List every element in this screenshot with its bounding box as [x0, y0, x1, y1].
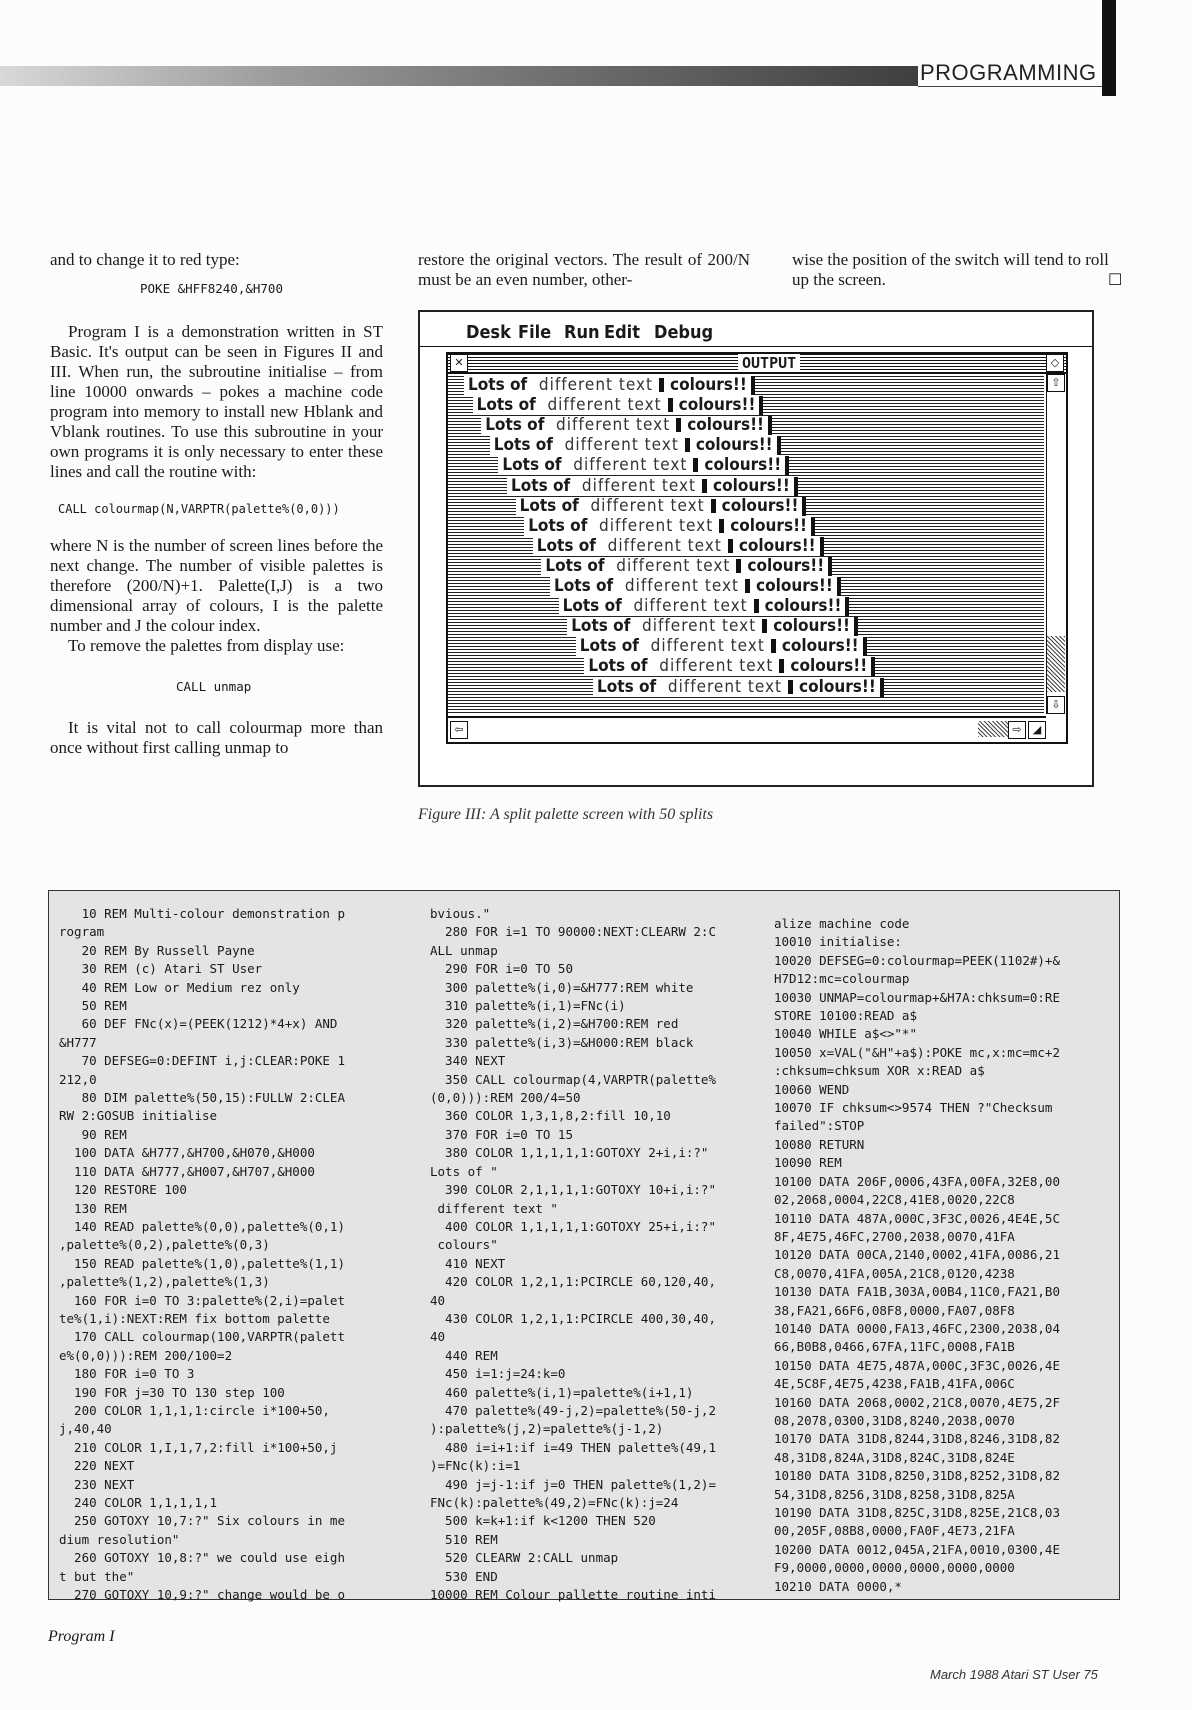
output-line	[593, 678, 884, 697]
window-title: OUTPUT	[738, 354, 800, 372]
output-word-lots: Lots of	[545, 555, 605, 576]
output-word-colours: colours!!	[773, 616, 851, 637]
horizontal-scrollbar[interactable]	[448, 716, 1046, 742]
code-line: CALL unmap	[176, 679, 252, 694]
output-word-lots: Lots of	[562, 596, 622, 617]
output-word-different: different text	[647, 656, 774, 677]
paragraph: To remove the palettes from display use:	[68, 636, 345, 655]
output-word-different: different text	[613, 576, 740, 596]
page-footer: March 1988 Atari ST User 75	[930, 1667, 1098, 1682]
output-word-different: different text	[587, 515, 714, 536]
vertical-scrollbar[interactable]	[1046, 374, 1065, 714]
scroll-down-icon[interactable]: ⇩	[1047, 696, 1065, 714]
output-line	[541, 557, 832, 576]
output-word-lots: Lots of	[579, 636, 639, 657]
paragraph: It is vital not to call colourmap more than once without first calling unmap to	[50, 718, 383, 757]
column-1	[50, 250, 383, 758]
scroll-up-icon[interactable]: ⇧	[1047, 374, 1065, 392]
column-2	[418, 250, 750, 290]
menu-run[interactable]: Run	[564, 322, 600, 343]
separator-block	[719, 519, 724, 533]
output-line	[473, 396, 764, 415]
section-title: PROGRAMMING	[920, 60, 1097, 85]
output-line	[481, 416, 772, 435]
output-word-colours: colours!!	[704, 455, 782, 476]
output-word-different: different text	[578, 495, 705, 516]
output-word-colours: colours!!	[781, 636, 859, 657]
output-word-different: different text	[535, 395, 662, 416]
separator-block	[702, 479, 707, 493]
code-line: POKE &HFF8240,&H700	[140, 281, 283, 296]
output-word-different: different text	[570, 475, 697, 496]
output-word-colours: colours!!	[730, 515, 808, 536]
separator-block	[659, 378, 664, 392]
output-word-lots: Lots of	[511, 475, 571, 496]
output-line	[498, 456, 789, 475]
output-word-lots: Lots of	[519, 495, 579, 516]
output-line	[550, 577, 841, 596]
close-box-icon[interactable]: ✕	[450, 354, 468, 372]
paragraph: Program I is a demonstration written in ST Basic. It's output can be seen in Figures II and III. When run, the subroutine initialise – from line 10000 onwards – pokes a machine code program into memory to install new Hblank and Vblank routines. To use this subroutine in your own programs it is only necessary to enter these lines and call the routine with:	[50, 322, 383, 481]
full-box-icon[interactable]: ◇	[1046, 354, 1064, 372]
output-word-colours: colours!!	[747, 555, 825, 576]
menu-file[interactable]: File	[518, 322, 552, 343]
output-word-colours: colours!!	[764, 596, 842, 617]
separator-block	[676, 418, 681, 432]
listing-column-3: alize machine code 10010 initialise: 10020 DEFSEG=0:colourmap=PEEK(1102#)+& H7D12:mc=colourmap 10030 UNMAP=colourmap+&H7A:chksum=0:RE STORE 10100:READ a$ 10040 WHILE a$<>"*" 10050 x=VAL("&H"+a$):POKE mc,x:mc=mc+2 :chksum=chksum XOR x:READ a$ 10060 WEND 10070 IF chksum<>9574 THEN ?"Checksum failed":STOP 10080 RETURN 10090 REM 10100 DATA 206F,0006,43FA,00FA,32E8,00 02,2068,0004,22C8,41E8,0020,22C8 10110 DATA 487A,000C,3F3C,0026,4E4E,5C 8F,4E75,46FC,2700,2038,0070,41FA 10120 DATA 00CA,2140,0002,41FA,0086,21 C8,0070,41FA,005A,21C8,0120,4238 10130 DATA FA1B,303A,00B4,11C0,FA21,B0 38,FA21,66F6,08F8,0000,FA07,08F8 10140 DATA 0000,FA13,46FC,2300,2038,04 66,B0B8,0466,67FA,11FC,0008,FA1B 10150 DATA 4E75,487A,000C,3F3C,0026,4E 4E,5C8F,4E75,4238,FA1B,41FA,006C 10160 DATA 2068,0002,21C8,0070,4E75,2F 08,2078,0300,31D8,8240,2038,0070 10170 DATA 31D8,8244,31D8,8246,31D8,82 48,31D8,824A,31D8,824C,31D8,824E 10180 DATA 31D8,8250,31D8,8252,31D8,82 54,31D8,8256,31D8,8258,31D8,825A 10190 DATA 31D8,825C,31D8,825E,21C8,03 00,205F,08B8,0000,FA0F,4E73,21FA 10200 DATA 0012,045A,21FA,0010,0300,4E F9,0000,0000,0000,0000,0000,0000 10210 DATA 0000,*	[774, 916, 1060, 1594]
output-line	[524, 517, 815, 536]
output-line	[567, 617, 858, 636]
separator-block	[762, 619, 767, 633]
code-line: CALL colourmap(N,VARPTR(palette%(0,0)))	[58, 502, 340, 516]
header-rule	[918, 86, 1102, 87]
output-word-different: different text	[552, 435, 679, 456]
output-word-lots: Lots of	[528, 515, 588, 536]
listing-column-1: 10 REM Multi-colour demonstration p rogram 20 REM By Russell Payne 30 REM (c) Atari ST User 40 REM Low or Medium rez only 50 REM 60 DEF FNc(x)=(PEEK(1212)*4+x) AND &H777 70 DEFSEG=0:DEFINT i,j:CLEAR:POKE 1 212,0 80 DIM palette%(50,15):FULLW 2:CLEA RW 2:GOSUB initialise 90 REM 100 DATA &H777,&H700,&H070,&H000 110 DATA &H777,&H007,&H707,&H000 120 RESTORE 100 130 REM 140 READ palette%(0,0),palette%(0,1) ,palette%(0,2),palette%(0,3) 150 READ palette%(1,0),palette%(1,1) ,palette%(1,2),palette%(1,3) 160 FOR i=0 TO 3:palette%(2,i)=palet te%(1,i):NEXT:REM fix bottom palette 170 CALL colourmap(100,VARPTR(palett e%(0,0))):REM 200/100=2 180 FOR i=0 TO 3 190 FOR j=30 TO 130 step 100 200 COLOR 1,1,1,1:circle i*100+50, j,40,40 210 COLOR 1,I,1,7,2:fill i*100+50,j 220 NEXT 230 NEXT 240 COLOR 1,1,1,1,1 250 GOTOXY 10,7:?" Six colours in me dium resolution" 260 GOTOXY 10,8:?" we could use eigh t but the" 270 GOTOXY 10,9:?" change would be o	[59, 906, 345, 1603]
output-line	[490, 436, 781, 455]
separator-block	[693, 458, 698, 472]
output-line	[576, 637, 867, 656]
separator-block	[754, 599, 759, 613]
separator-block	[788, 680, 793, 694]
output-word-lots: Lots of	[502, 455, 562, 476]
screenshot-figure	[418, 310, 1094, 787]
separator-block	[668, 398, 673, 412]
paragraph: restore the original vectors. The result of 200/N must be an even number, other-	[418, 250, 750, 289]
output-word-different: different text	[561, 455, 688, 476]
output-word-different: different text	[595, 535, 722, 556]
output-word-lots: Lots of	[554, 576, 614, 596]
output-line	[464, 376, 755, 395]
separator-block	[728, 539, 733, 553]
output-word-lots: Lots of	[536, 535, 596, 556]
paragraph: wise the position of the switch will tend to roll up the screen.	[792, 250, 1109, 289]
separator-block	[779, 659, 784, 673]
menu-edit[interactable]: Edit	[604, 322, 640, 343]
window-titlebar[interactable]	[448, 354, 1066, 374]
output-content	[448, 374, 1044, 714]
output-word-different: different text	[630, 616, 757, 637]
output-word-colours: colours!!	[756, 576, 833, 596]
output-word-colours: colours!!	[670, 375, 747, 395]
figure-caption: Figure III: A split palette screen with 50 splits	[418, 806, 714, 823]
program-listing	[48, 890, 1120, 1603]
resize-box-icon[interactable]: ◢	[1028, 721, 1046, 739]
output-word-lots: Lots of	[493, 435, 553, 456]
column-3	[792, 250, 1125, 290]
output-line	[507, 477, 798, 496]
paragraph: where N is the number of screen lines before the next change. The number of visible palettes is therefore (200/N)+1. Palette(I,J) is a two dimensional array of colours, I is the palette number and J the colour index.	[50, 536, 383, 635]
separator-block	[771, 639, 776, 653]
output-line	[533, 537, 824, 556]
paragraph: and to change it to red type:	[50, 250, 240, 269]
separator-block	[685, 438, 690, 452]
output-line	[516, 497, 807, 516]
output-word-lots: Lots of	[468, 375, 528, 395]
scroll-left-icon[interactable]: ⇦	[450, 721, 468, 739]
header-bar	[0, 66, 918, 86]
menu-divider	[420, 346, 1092, 347]
output-word-colours: colours!!	[738, 535, 816, 556]
end-mark: ☐	[1108, 272, 1123, 289]
menu-bar	[420, 312, 1092, 346]
header-block	[1102, 0, 1116, 96]
output-word-lots: Lots of	[476, 395, 536, 416]
output-word-different: different text	[544, 415, 671, 436]
listing-label: Program I	[48, 1628, 115, 1645]
output-word-colours: colours!!	[687, 415, 765, 436]
menu-desk[interactable]: Desk	[466, 322, 511, 343]
separator-block	[711, 499, 716, 513]
listing-column-2: bvious." 280 FOR i=1 TO 90000:NEXT:CLEARW 2:C ALL unmap 290 FOR i=0 TO 50 300 palette%(i,0)=&H777:REM white 310 palette%(i,1)=FNc(i) 320 palette%(i,2)=&H700:REM red 330 palette%(i,3)=&H000:REM black 340 NEXT 350 CALL colourmap(4,VARPTR(palette% (0,0))):REM 200/4=50 360 COLOR 1,3,1,8,2:fill 10,10 370 FOR i=0 TO 15 380 COLOR 1,1,1,1,1:GOTOXY 2+i,i:?" Lots of " 390 COLOR 2,1,1,1,1:GOTOXY 10+i,i:?" different text " 400 COLOR 1,1,1,1,1:GOTOXY 25+i,i:?" colours" 410 NEXT 420 COLOR 1,2,1,1:PCIRCLE 60,120,40, 40 430 COLOR 1,2,1,1:PCIRCLE 400,30,40, 40 440 REM 450 i=1:j=24:k=0 460 palette%(i,1)=palette%(i+1,1) 470 palette%(49-j,2)=palette%(50-j,2 ):palette%(j,2)=palette%(j-1,2) 480 i=i+1:if i=49 THEN palette%(49,1 )=FNc(k):i=1 490 j=j-1:if j=0 THEN palette%(1,2)= FNc(k):palette%(49,2)=FNc(k):j=24 500 k=k+1:if k<1200 THEN 520 510 REM 520 CLEARW 2:CALL unmap 530 END 10000 REM Colour pallette routine inti	[430, 906, 716, 1603]
output-line	[559, 597, 850, 616]
separator-block	[736, 559, 741, 573]
separator-block	[745, 579, 750, 593]
output-line	[584, 657, 875, 676]
output-word-lots: Lots of	[588, 656, 648, 677]
menu-debug[interactable]: Debug	[654, 322, 714, 343]
output-word-colours: colours!!	[799, 676, 876, 697]
output-word-lots: Lots of	[485, 415, 545, 436]
output-word-colours: colours!!	[678, 395, 756, 416]
output-word-colours: colours!!	[721, 495, 799, 516]
output-word-different: different text	[638, 636, 765, 657]
scroll-right-icon[interactable]: ⇨	[1008, 721, 1026, 739]
output-word-different: different text	[604, 555, 731, 576]
output-word-colours: colours!!	[713, 475, 790, 496]
output-word-different: different text	[621, 596, 748, 617]
output-word-different: different text	[527, 375, 654, 395]
output-word-colours: colours!!	[790, 656, 868, 677]
output-word-lots: Lots of	[571, 616, 631, 637]
output-word-colours: colours!!	[695, 435, 773, 456]
output-word-lots: Lots of	[597, 676, 657, 697]
scroll-thumb[interactable]	[1047, 636, 1065, 692]
hscroll-thumb[interactable]	[978, 721, 1008, 737]
output-window	[446, 352, 1068, 744]
output-word-different: different text	[656, 676, 783, 697]
